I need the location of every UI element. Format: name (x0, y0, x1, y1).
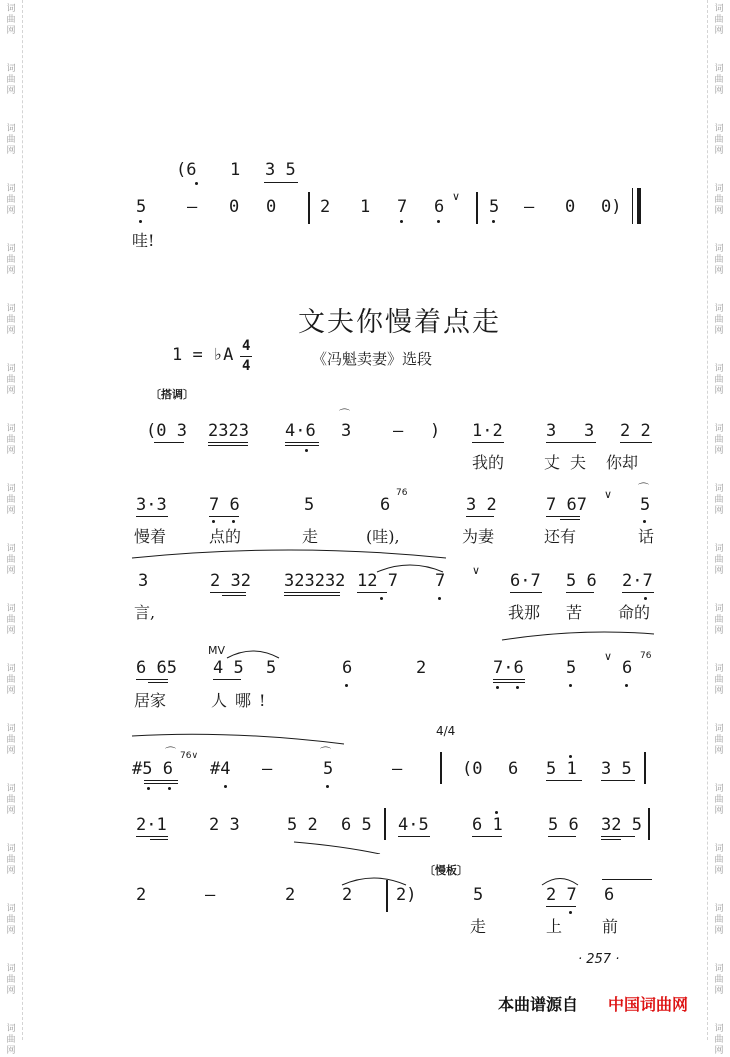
lyric: 命的 (618, 603, 651, 622)
note: 4 5 (213, 658, 244, 678)
note: 7 67 (546, 495, 587, 515)
note: 6 (380, 495, 391, 515)
watermark-text: 词 曲 网 (714, 844, 724, 876)
watermark-text: 词 曲 网 (6, 544, 16, 576)
note: 5 (323, 759, 334, 779)
time-signature-top: 4 (242, 338, 251, 354)
note: 0 (266, 197, 277, 217)
watermark-text: 词 曲 网 (714, 424, 724, 456)
note: 6 5 (341, 815, 372, 835)
watermark-text: 词 曲 网 (714, 604, 724, 636)
watermark-text: 词 曲 网 (714, 484, 724, 516)
watermark-text: 词 曲 网 (714, 904, 724, 936)
note: 3 2 (466, 495, 497, 515)
note: 1 (230, 160, 241, 180)
note: 2 (320, 197, 331, 217)
lyric: 话 (638, 527, 655, 546)
section-tag: 〔慢板〕 (424, 864, 468, 877)
note: 3 (546, 421, 557, 441)
note: 7 (435, 571, 446, 591)
note: 2 (285, 885, 296, 905)
note: 6 (434, 197, 445, 217)
note: 6·7 (510, 571, 541, 591)
lyric: 丈夫 (544, 453, 597, 472)
tie (540, 875, 580, 887)
watermark-text: 词 曲 网 (6, 64, 16, 96)
lyric: 走 (302, 527, 319, 546)
watermark-text: 词 曲 网 (714, 964, 724, 996)
note: 5 (489, 197, 500, 217)
final-bar-thin (632, 188, 633, 224)
watermark-text: 词 曲 网 (6, 424, 16, 456)
note: 2 32 (210, 571, 251, 591)
note: 3 (341, 421, 352, 441)
note: 3 (584, 421, 595, 441)
fermata: ⌒ (638, 482, 649, 495)
breath-mark: ∨ (472, 564, 481, 577)
lyric: 言, (134, 603, 156, 622)
lyric: 点的 (209, 527, 242, 546)
grace-notes: 76 (396, 488, 408, 498)
watermark-text: 词 曲 网 (6, 964, 16, 996)
watermark-text: 词 曲 网 (714, 124, 724, 156)
note: 4·5 (398, 815, 429, 835)
fermata: ⌒ (320, 746, 331, 759)
note: — (392, 759, 403, 779)
fermata: ⌒ (339, 408, 350, 421)
note: 3·3 (136, 495, 167, 515)
lyric: 哇! (132, 231, 155, 250)
lyric: 人哪! (211, 691, 274, 710)
phrase-slur (130, 732, 346, 746)
note: 6 (342, 658, 353, 678)
tie (375, 562, 445, 574)
note: 5 6 (548, 815, 579, 835)
lyric: 我的 (472, 453, 505, 472)
phrase-slur (500, 630, 656, 642)
watermark-text: 词 曲 网 (714, 184, 724, 216)
time-change: 4/4 (436, 724, 456, 738)
watermark-text: 词 曲 网 (714, 1024, 724, 1056)
watermark-text: 词 曲 网 (714, 4, 724, 36)
note: 2 3 (209, 815, 240, 835)
note: 7 6 (209, 495, 240, 515)
note: 5 1 (546, 759, 577, 779)
bar-line (386, 880, 388, 912)
lyric: (哇), (366, 527, 400, 546)
note: 5 (566, 658, 577, 678)
note: 0 (229, 197, 240, 217)
note: (6 (176, 160, 197, 180)
note: — (393, 421, 404, 441)
note: 3 5 (265, 160, 296, 180)
lyric: 我那 (508, 603, 541, 622)
watermark-text: 词 曲 网 (714, 784, 724, 816)
phrase-slur (130, 546, 450, 560)
lyric: 你却 (606, 453, 639, 472)
note: 5 (473, 885, 484, 905)
watermark-text: 词 曲 网 (714, 544, 724, 576)
watermark-text: 词 曲 网 (6, 484, 16, 516)
lyric: 慢着 (134, 527, 167, 546)
note: 5 (266, 658, 277, 678)
note: 12 7 (357, 571, 398, 591)
key-signature: 1 = ♭A (172, 345, 234, 365)
note: 6 1 (472, 815, 503, 835)
watermark-text: 词 曲 网 (6, 184, 16, 216)
note: 2) (396, 885, 417, 905)
note: — (205, 885, 216, 905)
note: 0 (565, 197, 576, 217)
watermark-text: 词 曲 网 (714, 364, 724, 396)
note: 4·6 (285, 421, 316, 441)
footer-site-link[interactable]: 中国词曲网 (608, 995, 689, 1014)
breath-mark: ∨ (452, 190, 461, 203)
note: 2 (342, 885, 353, 905)
note: 5 6 (566, 571, 597, 591)
lyric: 居家 (134, 691, 167, 710)
grace-notes: 76∨ (180, 751, 199, 761)
fermata: ⌒ (165, 746, 176, 759)
final-bar-thick (637, 188, 641, 224)
note: 7 (397, 197, 408, 217)
breath-mark: ∨ (604, 650, 613, 663)
watermark-text: 词 曲 网 (6, 4, 16, 36)
phrase-slur (292, 840, 382, 854)
lyric: 还有 (544, 527, 577, 546)
watermark-text: 词 曲 网 (6, 784, 16, 816)
note: 2 (416, 658, 427, 678)
lyric: 为妻 (462, 527, 495, 546)
note: — (524, 197, 535, 217)
note: 2·7 (622, 571, 653, 591)
note: 2 2 (620, 421, 651, 441)
watermark-text: 词 曲 网 (714, 244, 724, 276)
note: — (187, 197, 198, 217)
footer-source-label: 本曲谱源自 (498, 995, 579, 1014)
watermark-text: 词 曲 网 (6, 664, 16, 696)
note: (0 (462, 759, 483, 779)
note: 6 (604, 885, 615, 905)
lyric: 苦 (566, 603, 583, 622)
lyric: 上 (546, 917, 563, 936)
bar-line (644, 752, 646, 784)
watermark-text: 词 曲 网 (6, 904, 16, 936)
note: 0) (601, 197, 622, 217)
note: 5 2 (287, 815, 318, 835)
watermark-text: 词 曲 网 (6, 724, 16, 756)
note: 2323 (208, 421, 249, 441)
note: 3 (138, 571, 149, 591)
note: 3 5 (601, 759, 632, 779)
note: #4 (210, 759, 231, 779)
grace-notes: 76 (640, 651, 652, 661)
watermark-text: 词 曲 网 (6, 844, 16, 876)
time-signature-bottom: 4 (242, 358, 251, 374)
bar-line (384, 808, 386, 840)
note: 5 (304, 495, 315, 515)
section-tag: 〔搭调〕 (150, 388, 194, 401)
watermark-text: 词 曲 网 (714, 664, 724, 696)
note: 7·6 (493, 658, 524, 678)
song-title: 文夫你慢着点走 (298, 307, 501, 338)
watermark-text: 词 曲 网 (6, 124, 16, 156)
tie (225, 648, 281, 660)
note: 1 (360, 197, 371, 217)
page-number: · 257 · (578, 952, 620, 967)
bar-line (648, 808, 650, 840)
watermark-text: 词 曲 网 (714, 304, 724, 336)
note: 5 (136, 197, 147, 217)
note: #5 6 (132, 759, 173, 779)
mordent: MV (208, 644, 226, 657)
watermark-text: 词 曲 网 (6, 244, 16, 276)
bar-line (308, 192, 310, 224)
watermark-text: 词 曲 网 (714, 64, 724, 96)
source-excerpt: 《冯魁卖妻》选段 (312, 350, 433, 368)
bar-line (440, 752, 442, 784)
note: 1·2 (472, 421, 503, 441)
breath-mark: ∨ (604, 488, 613, 501)
watermark-text: 词 曲 网 (714, 724, 724, 756)
note: 32 5 (601, 815, 642, 835)
note: 5 (640, 495, 651, 515)
bar-line (476, 192, 478, 224)
note: 2 7 (546, 885, 577, 905)
note: (0 3 (146, 421, 187, 441)
note: — (262, 759, 273, 779)
note: 323232 (284, 571, 346, 591)
watermark-text: 词 曲 网 (6, 1024, 16, 1056)
lyric: 前 (602, 917, 619, 936)
note: ) (430, 421, 441, 441)
lyric: 走 (470, 917, 487, 936)
watermark-text: 词 曲 网 (6, 604, 16, 636)
watermark-text: 词 曲 网 (6, 364, 16, 396)
note: 6 (508, 759, 519, 779)
note: 6 65 (136, 658, 177, 678)
watermark-text: 词 曲 网 (6, 304, 16, 336)
note: 2·1 (136, 815, 167, 835)
note: 6 (622, 658, 633, 678)
note: 2 (136, 885, 147, 905)
